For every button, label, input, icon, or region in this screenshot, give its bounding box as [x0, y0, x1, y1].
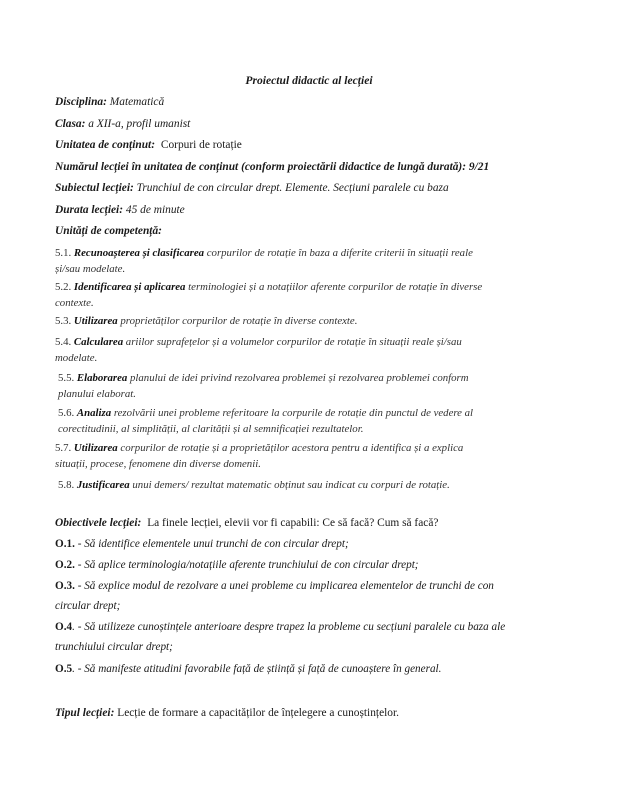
unitati-label: Unități de competență:	[55, 225, 162, 237]
competence-text: unui demers/ rezultat matematic obținut sau indicat cu corpuri de rotație.	[132, 479, 450, 491]
competence-verb: Utilizarea	[73, 442, 118, 454]
disciplina-line	[55, 95, 575, 110]
objective-text: - Să identifice elementele unui trunchi de con circular drept;	[77, 538, 349, 550]
competence-verb: Calcularea	[73, 336, 124, 348]
objective-text: - Să explice modul de rezolvare a unei probleme cu implicarea elementelor de trunchi de con	[77, 580, 494, 592]
objective-code: O.2.	[55, 559, 75, 571]
competence-text: terminologiei și a notațiilor aferente corpurilor de rotație în diverse	[188, 281, 483, 293]
competence-text-cont: modelate.	[55, 351, 98, 364]
tip-line	[55, 706, 575, 721]
competence-number: 5.6.	[58, 407, 75, 419]
objective-code: O.1.	[55, 538, 75, 550]
subiectul-line	[55, 181, 575, 196]
objectives-line	[55, 516, 575, 531]
competence-text: proprietăților corpurilor de rotație în diverse contexte.	[120, 315, 358, 327]
objective-text: . - Să utilizeze cunoștințele anterioare despre trapez la probleme cu secțiuni paralele cu baza ale	[72, 621, 506, 633]
competence-text-cont: corectitudinii, al simplității, al clarității și al semnificației rezultatelor.	[58, 422, 364, 435]
objective-item	[55, 555, 575, 575]
unitatea-line	[55, 138, 575, 153]
competence-item	[55, 441, 575, 472]
objective-item	[55, 534, 575, 554]
objective-code: O.3.	[55, 580, 75, 592]
competence-number: 5.5.	[58, 372, 75, 384]
clasa-label: Clasa:	[55, 118, 86, 130]
competence-text-cont: și/sau modelate.	[55, 262, 126, 275]
competence-verb: Analiza	[76, 407, 112, 419]
competence-item	[55, 314, 575, 330]
clasa-line	[55, 117, 575, 132]
unitati-line	[55, 224, 575, 239]
subiectul-label: Subiectul lecției:	[55, 182, 134, 194]
competence-number: 5.4.	[55, 336, 72, 348]
competence-verb: Justificarea	[76, 479, 130, 491]
durata-value: 45 de minute	[125, 204, 185, 216]
competence-text-cont: planului elaborat.	[58, 387, 136, 400]
objective-code: O.4	[55, 621, 73, 633]
numarul-label: Numărul lecției în unitatea de conținut (conform proiectării didactice de lungă durată):	[55, 161, 467, 173]
tip-label: Tipul lecției:	[55, 707, 115, 719]
disciplina-label: Disciplina:	[55, 96, 107, 108]
competence-text: planului de idei privind rezolvarea problemei și rezolvarea problemei conform	[130, 372, 469, 384]
objective-item	[55, 659, 575, 679]
competence-text-cont: situații, procese, fenomene din diverse domenii.	[55, 457, 261, 470]
disciplina-value: Matematică	[109, 96, 165, 108]
competence-item	[58, 478, 578, 494]
objective-code: O.5	[55, 663, 73, 675]
competence-text: rezolvării unei probleme referitoare la corpurile de rotație din punctul de vedere al	[113, 407, 474, 419]
durata-line	[55, 203, 575, 218]
competence-text: corpurilor de rotație în baza a diferite criterii în situații reale	[206, 247, 473, 259]
competence-number: 5.1.	[55, 247, 72, 259]
competence-verb: Utilizarea	[73, 315, 118, 327]
competence-item	[55, 335, 575, 366]
objective-text: . - Să manifeste atitudini favorabile față de știință și față de cunoaștere în general.	[72, 663, 442, 675]
objective-text-cont: trunchiului circular drept;	[55, 641, 173, 653]
competence-item	[58, 406, 578, 437]
competence-verb: Recunoașterea și clasificarea	[73, 247, 205, 259]
competence-verb: Identificarea și aplicarea	[73, 281, 186, 293]
numarul-line	[55, 160, 575, 175]
competence-number: 5.3.	[55, 315, 72, 327]
objective-text-cont: circular drept;	[55, 600, 121, 612]
numarul-value: 9/21	[468, 161, 490, 173]
competence-number: 5.8.	[58, 479, 75, 491]
competence-text: ariilor suprafețelor și a volumelor corpurilor de rotație în situații reale și/sau	[125, 336, 462, 348]
unitatea-label: Unitatea de conținut:	[55, 139, 155, 151]
competence-item	[55, 280, 575, 311]
objective-item	[55, 576, 575, 616]
subiectul-value: Trunchiul de con circular drept. Elemente. Secțiuni paralele cu baza	[136, 182, 449, 194]
competence-item	[58, 371, 578, 402]
objectives-label: Obiectivele lecției:	[55, 517, 142, 529]
competence-verb: Elaborarea	[76, 372, 128, 384]
objective-item	[55, 617, 575, 657]
competence-number: 5.7.	[55, 442, 72, 454]
durata-label: Durata lecției:	[55, 204, 124, 216]
unitatea-value: Corpuri de rotație	[160, 139, 242, 151]
clasa-value: a XII-a, profil umanist	[88, 118, 191, 130]
competence-text-cont: contexte.	[55, 296, 94, 309]
document-title: Proiectul didactic al lecției	[245, 74, 373, 87]
objectives-intro: La finele lecției, elevii vor fi capabili: Ce să facă? Cum să facă?	[147, 517, 439, 529]
competence-number: 5.2.	[55, 281, 72, 293]
competence-item	[55, 246, 575, 277]
competence-text: corpurilor de rotație și a proprietăților acestora pentru a identifica și a explica	[120, 442, 464, 454]
objective-text: - Să aplice terminologia/notațiile aferente trunchiului de con circular drept;	[77, 559, 419, 571]
tip-value: Lecție de formare a capacităților de înțelegere a cunoștințelor.	[117, 707, 400, 719]
